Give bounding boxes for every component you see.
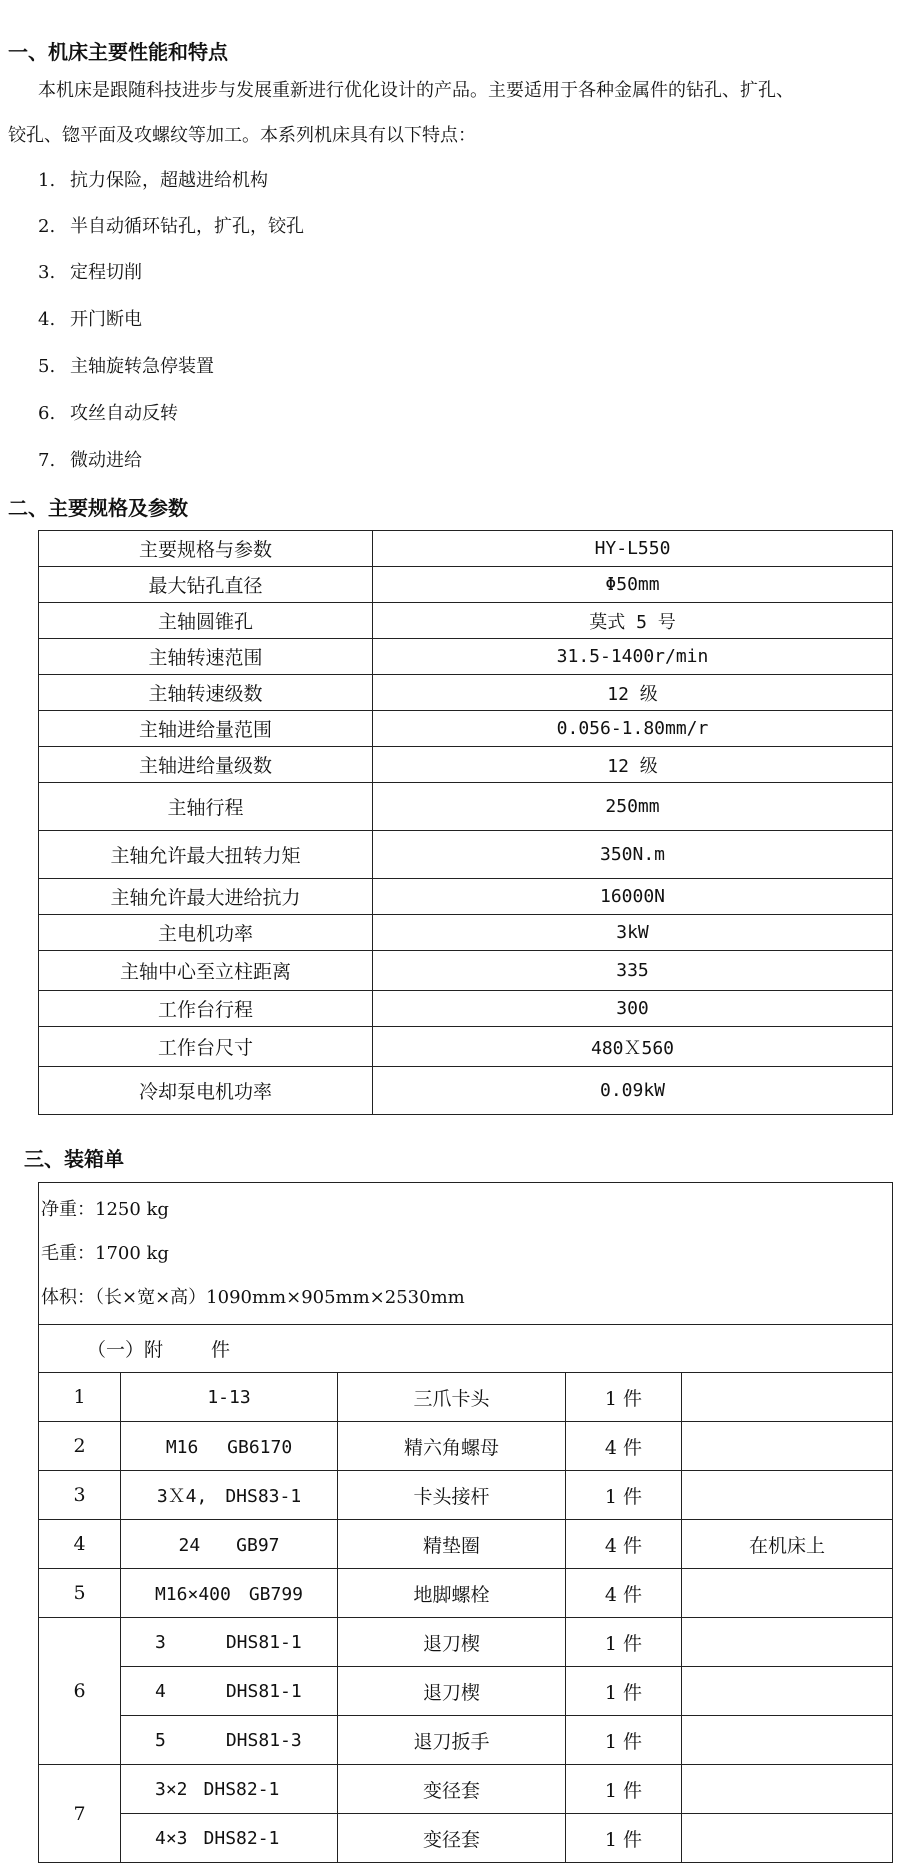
spec-name: 工作台尺寸 [39, 1027, 373, 1067]
feature-text: 抗力保险，超越进给机构 [70, 170, 268, 191]
item-code-a: 3×2 [155, 1778, 188, 1800]
group-label-b: 件 [211, 1339, 231, 1361]
spec-name: 主轴允许最大扭转力矩 [39, 831, 373, 879]
spec-name: 主轴中心至立柱距离 [39, 951, 373, 991]
feature-item [38, 305, 142, 331]
spec-name: 主轴行程 [39, 783, 373, 831]
item-code: M16 GB6170 [121, 1422, 338, 1471]
feature-text: 开门断电 [70, 309, 142, 330]
item-code [121, 1618, 338, 1667]
spec-row [39, 831, 893, 879]
item-code [121, 1765, 338, 1814]
feature-item [38, 399, 178, 425]
section2-title: 二、主要规格及参数 [8, 496, 188, 520]
feature-number: 3. [38, 262, 56, 283]
section1-title: 一、机床主要性能和特点 [8, 40, 228, 64]
spec-name: 工作台行程 [39, 991, 373, 1027]
item-code: 3Ｘ4, DHS83-1 [121, 1471, 338, 1520]
spec-value: 0.09kW [373, 1067, 893, 1115]
item-note [682, 1667, 893, 1716]
feature-item [38, 446, 142, 472]
packing-info-row [39, 1183, 893, 1325]
table-row [39, 1471, 893, 1520]
item-no: 3 [39, 1471, 121, 1520]
spec-name: 冷却泵电机功率 [39, 1067, 373, 1115]
item-note [682, 1814, 893, 1863]
feature-number: 7. [38, 450, 56, 471]
feature-number: 2. [38, 216, 56, 237]
spec-name: 主要规格与参数 [39, 531, 373, 567]
spec-value: 335 [373, 951, 893, 991]
item-qty: 4 件 [566, 1520, 682, 1569]
item-no: 6 [39, 1618, 121, 1765]
table-row [39, 1667, 893, 1716]
spec-row [39, 879, 893, 915]
spec-row [39, 1067, 893, 1115]
item-note [682, 1716, 893, 1765]
feature-text: 微动进给 [70, 450, 142, 471]
item-qty: 1 件 [566, 1667, 682, 1716]
feature-text: 定程切削 [70, 262, 142, 283]
spec-value: 31.5-1400r/min [373, 639, 893, 675]
net-weight: 净重：1250 kg [41, 1198, 169, 1220]
item-no: 2 [39, 1422, 121, 1471]
spec-row [39, 639, 893, 675]
table-row [39, 1422, 893, 1471]
table-row [39, 1373, 893, 1422]
item-code-a: 3 [155, 1631, 166, 1653]
spec-value: HY-L550 [373, 531, 893, 567]
item-name: 卡头接杆 [338, 1471, 566, 1520]
item-qty: 1 件 [566, 1716, 682, 1765]
spec-value: 16000N [373, 879, 893, 915]
item-name: 退刀楔 [338, 1667, 566, 1716]
item-qty: 1 件 [566, 1765, 682, 1814]
feature-number: 5. [38, 356, 56, 377]
table-row [39, 1716, 893, 1765]
feature-item [38, 258, 142, 284]
item-qty: 4 件 [566, 1422, 682, 1471]
feature-item [38, 166, 268, 192]
spec-value: 350N.m [373, 831, 893, 879]
spec-row [39, 711, 893, 747]
spec-value: Φ50mm [373, 567, 893, 603]
item-code-b: DHS81-1 [225, 1680, 302, 1702]
item-name: 变径套 [338, 1765, 566, 1814]
feature-number: 4. [38, 309, 56, 330]
group-header-row [39, 1325, 893, 1373]
item-code-b: DHS81-1 [225, 1631, 302, 1653]
item-note [682, 1618, 893, 1667]
item-no: 4 [39, 1520, 121, 1569]
spec-name: 主轴允许最大进给抗力 [39, 879, 373, 915]
item-code [121, 1667, 338, 1716]
feature-text: 半自动循环钻孔，扩孔，铰孔 [70, 216, 304, 237]
item-qty: 4 件 [566, 1569, 682, 1618]
spec-value: 3kW [373, 915, 893, 951]
spec-name: 主轴转速级数 [39, 675, 373, 711]
spec-row [39, 783, 893, 831]
item-code: M16×400 GB799 [121, 1569, 338, 1618]
spec-value: 莫式 5 号 [373, 603, 893, 639]
item-code [121, 1814, 338, 1863]
feature-item [38, 212, 304, 238]
item-note [682, 1569, 893, 1618]
volume: 体积：（长×宽×高）1090mm×905mm×2530mm [41, 1286, 465, 1308]
feature-text: 主轴旋转急停装置 [70, 356, 214, 377]
packing-table [38, 1182, 893, 1863]
group-label-a: （一）附 [87, 1339, 164, 1361]
spec-name: 最大钻孔直径 [39, 567, 373, 603]
intro-line-1: 本机床是跟随科技进步与发展重新进行优化设计的产品。主要适用于各种金属件的钻孔、扩孔、 [38, 80, 794, 101]
table-row [39, 1765, 893, 1814]
table-row [39, 1520, 893, 1569]
intro-line-2: 铰孔、锪平面及攻螺纹等加工。本系列机床具有以下特点： [8, 125, 476, 146]
item-code [121, 1716, 338, 1765]
spec-name: 主轴进给量范围 [39, 711, 373, 747]
item-name: 精六角螺母 [338, 1422, 566, 1471]
spec-name: 主电机功率 [39, 915, 373, 951]
section3-title: 三、装箱单 [24, 1147, 124, 1171]
spec-value: 480Ｘ560 [373, 1027, 893, 1067]
table-row [39, 1814, 893, 1863]
spec-row [39, 603, 893, 639]
item-code-a: 5 [155, 1729, 166, 1751]
feature-item [38, 352, 214, 378]
spec-value: 250mm [373, 783, 893, 831]
item-qty: 1 件 [566, 1471, 682, 1520]
item-name: 地脚螺栓 [338, 1569, 566, 1618]
item-qty: 1 件 [566, 1373, 682, 1422]
item-note [682, 1765, 893, 1814]
item-note: 在机床上 [682, 1520, 893, 1569]
table-row [39, 1569, 893, 1618]
spec-value: 12 级 [373, 747, 893, 783]
item-code: 24 GB97 [121, 1520, 338, 1569]
item-no: 5 [39, 1569, 121, 1618]
spec-row [39, 531, 893, 567]
item-name: 退刀扳手 [338, 1716, 566, 1765]
spec-value: 0.056-1.80mm/r [373, 711, 893, 747]
spec-name: 主轴进给量级数 [39, 747, 373, 783]
item-name: 精垫圈 [338, 1520, 566, 1569]
feature-number: 1. [38, 170, 56, 191]
item-qty: 1 件 [566, 1814, 682, 1863]
spec-row [39, 991, 893, 1027]
item-no: 7 [39, 1765, 121, 1863]
gross-weight: 毛重：1700 kg [41, 1242, 169, 1264]
spec-name: 主轴转速范围 [39, 639, 373, 675]
spec-row [39, 567, 893, 603]
item-name: 变径套 [338, 1814, 566, 1863]
item-code-a: 4 [155, 1680, 166, 1702]
spec-row [39, 951, 893, 991]
item-code-b: DHS82-1 [203, 1827, 280, 1849]
item-no: 1 [39, 1373, 121, 1422]
feature-text: 攻丝自动反转 [70, 403, 178, 424]
item-name: 退刀楔 [338, 1618, 566, 1667]
item-code-b: DHS81-3 [225, 1729, 302, 1751]
item-note [682, 1471, 893, 1520]
spec-name: 主轴圆锥孔 [39, 603, 373, 639]
spec-row [39, 675, 893, 711]
spec-row [39, 1027, 893, 1067]
item-qty: 1 件 [566, 1618, 682, 1667]
spec-value: 12 级 [373, 675, 893, 711]
item-code: 1-13 [121, 1373, 338, 1422]
item-note [682, 1373, 893, 1422]
feature-number: 6. [38, 403, 56, 424]
spec-row [39, 915, 893, 951]
item-note [682, 1422, 893, 1471]
item-code-b: DHS82-1 [203, 1778, 280, 1800]
item-name: 三爪卡头 [338, 1373, 566, 1422]
spec-value: 300 [373, 991, 893, 1027]
specs-table [38, 530, 893, 1115]
table-row [39, 1618, 893, 1667]
item-code-a: 4×3 [155, 1827, 188, 1849]
spec-row [39, 747, 893, 783]
